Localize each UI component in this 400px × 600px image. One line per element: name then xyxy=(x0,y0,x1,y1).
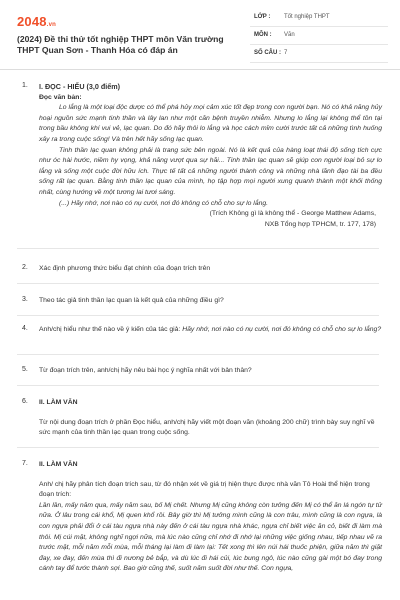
question-text: Từ đoạn trích trên, anh/chị hãy nêu bài học ý nghĩa nhất với bản thân? xyxy=(39,367,252,374)
meta-info-panel xyxy=(250,11,388,65)
meta-value: Tốt nghiệp THPT xyxy=(284,14,330,20)
meta-value: 7 xyxy=(284,50,288,56)
document-title: (2024) Đề thi thử tốt nghiệp THPT môn Văn trường THPT Quan Sơn - Thanh Hóa có đáp án xyxy=(17,34,224,55)
divider xyxy=(17,283,379,284)
excerpt-paragraph: Lần lần, mấy năm qua, mấy năm sau, bố Mị chết. Nhưng Mị cũng không còn tưởng đến Mị có thể ăn lá ngón tự tử nữa. Ở lâu trong cái khổ, Mị quen khổ rồi. Bây giờ thì Mị tưởng mình cũng là con trâu, mình cũng là con ngựa, là con ngựa phải đổi ở cái tàu ngựa nhà này đến ở cái tàu ngựa nhà khác, ngựa chỉ biết việc ăn cỏ, biết đi làm mà thôi. Mị cúi mặt, không nghĩ ngợi nữa, mà lúc nào cũng chỉ nhớ đi nhớ lại những việc giống nhau, tiếp nhau vẽ ra trước mặt, mỗi năm mỗi mùa, mỗi tháng lại làm đi làm lại: Tết xong thì lên núi hái thuốc phiện, giữa năm thì giặt đay, xe đay, đến mùa thì đi nương bẻ bắp, và dù lúc đi hái củi, lúc bung ngô, lúc nào cũng gài một bó đay trong cánh tay để tước thành sợi. Bao giờ cũng thế, suốt năm suốt đời như thế. Con ngựa, xyxy=(39,501,382,573)
question-text: Xác định phương thức biểu đạt chính của đoạn trích trên xyxy=(39,265,211,272)
question-text: Từ nội dung đoạn trích ở phần Đọc hiểu, anh/chị hãy viết một đoạn văn (khoảng 200 chữ) trình bày suy nghĩ về sức mạnh của tinh thần lạc quan trong cuộc sống. xyxy=(39,418,375,437)
passage-paragraph: (...) Hãy nhớ, nơi nào có nụ cười, nơi đó không có chỗ cho sự lo lắng. xyxy=(59,199,269,207)
divider xyxy=(17,248,379,249)
question-number: 7. xyxy=(22,460,28,467)
question-number: 3. xyxy=(22,296,28,303)
question-text-plain: Anh/chị hiểu như thế nào về ý kiến của tác giả: xyxy=(39,326,183,333)
question-list xyxy=(0,70,400,600)
meta-label: LỚP : xyxy=(254,14,271,20)
passage-paragraph: Tinh thần lạc quan không phải là trang sức bên ngoài. Nó là kết quả của hàng loạt thái độ sống tích cực như óc hài hước, niềm hy vọng, khả năng vượt qua sự hãi... Tinh thần lạc quan sẽ giúp con người loại bỏ sự lo lắng và sống một cuộc đời hữu ích. Thực tế tất cả những người thành công và những nhà lãnh đạo tài ba đều sống rất lạc quan. Bằng tinh thần lạc quan của mình, họ tập hợp mọi người xung quanh thành một khối thống nhất, cùng hướng về một tương lai tươi sáng. xyxy=(39,146,382,196)
question-body xyxy=(39,460,382,575)
question-number: 2. xyxy=(22,264,28,271)
section-heading: II. LÀM VĂN xyxy=(39,461,78,468)
meta-row-question-count xyxy=(250,47,388,63)
meta-row-subject xyxy=(250,29,388,45)
question-text: Anh/ chị hãy phân tích đoạn trích sau, từ đó nhận xét về giá trị hiện thực được nhà văn Tô Hoài thể hiện trong đoạn trích: xyxy=(39,480,370,499)
question-number: 5. xyxy=(22,366,28,373)
logo-suffix-text: .vn xyxy=(46,22,57,28)
site-logo[interactable] xyxy=(17,14,56,29)
question-number: 1. xyxy=(22,82,28,89)
citation-line: NXB Tổng hợp TPHCM, tr. 177, 178) xyxy=(264,220,376,228)
question-body xyxy=(39,82,382,230)
divider xyxy=(17,354,379,355)
section-heading: I. ĐỌC - HIỂU (3,0 điểm) xyxy=(39,82,121,91)
meta-row-class xyxy=(250,11,388,27)
meta-value: Văn xyxy=(284,32,295,38)
question-number: 4. xyxy=(22,325,28,332)
question-number: 6. xyxy=(22,398,28,405)
passage-paragraph: Lo lắng là một loại độc dược có thể phá hủy mọi cảm xúc tốt đẹp trong con người bạn. Nó có khả năng hủy hoại nguồn sức mạnh tinh thần và lây lan như một căn bệnh truyền nhiễm. Nhưng lo lắng lại không thể tồn tại trong bầu không khí vui vẻ, lạc quan. Do đó hãy thôi lo lắng và học cách mỉm cười trước tất cả những tình huống xảy ra trong cuộc sống! Và trên hết hãy sống lạc quan. xyxy=(39,104,382,143)
section-heading: II. LÀM VĂN xyxy=(39,399,78,406)
question-text xyxy=(39,325,382,336)
question-text: Theo tác giả tinh thần lạc quan là kết quả của những điều gì? xyxy=(39,297,224,304)
citation-line: (Trích Không gì là không thể - George Matthew Adams, xyxy=(209,210,376,218)
meta-label: MÔN : xyxy=(254,32,272,38)
question-text-quote: Hãy nhớ, nơi nào có nụ cười, nơi đó không có chỗ cho sự lo lắng? xyxy=(182,326,382,333)
question-body xyxy=(39,398,382,439)
logo-main-text: 2048 xyxy=(17,14,47,29)
divider xyxy=(17,385,379,386)
divider xyxy=(17,315,379,316)
divider xyxy=(17,447,379,448)
meta-label: SỐ CÂU : xyxy=(254,50,281,56)
document-header xyxy=(0,0,400,70)
section-subheading: Đọc văn bản: xyxy=(39,93,82,101)
